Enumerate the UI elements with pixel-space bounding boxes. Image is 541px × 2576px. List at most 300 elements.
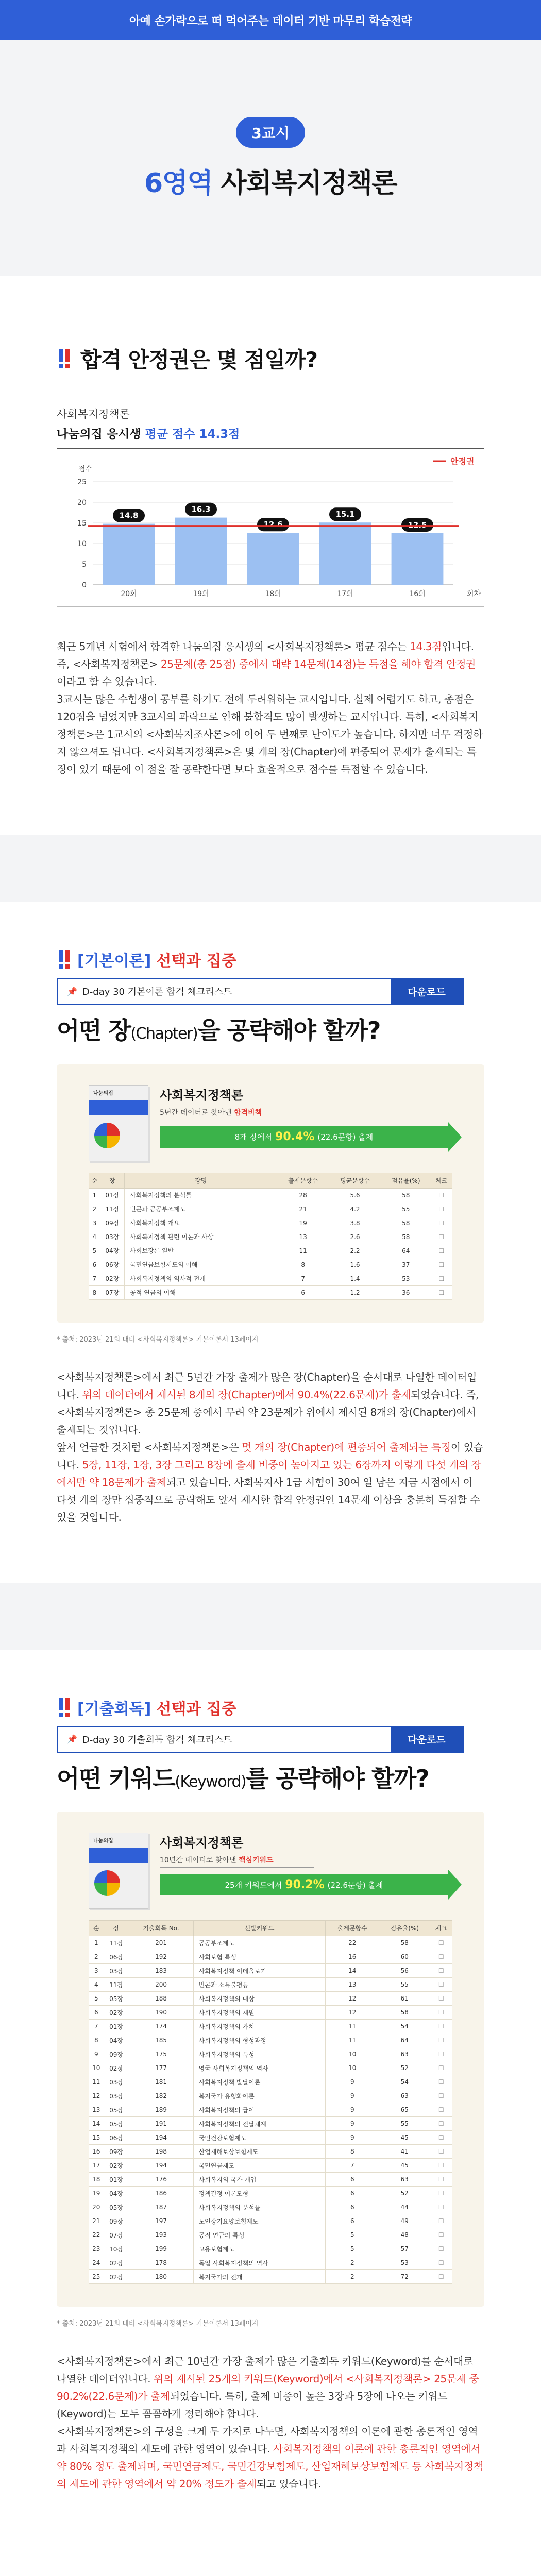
section3-paragraph <box>57 2352 484 2493</box>
table-cell: 9 <box>326 2103 379 2117</box>
arrow-highlight: 90.4% <box>275 1130 315 1143</box>
table-cell: 09장 <box>100 1216 125 1230</box>
table-cell: 9 <box>326 2089 379 2103</box>
checkbox-cell[interactable]: ☐ <box>430 2256 452 2270</box>
table-row <box>89 2117 452 2131</box>
s1-text-4: 25문제(총 25점) 중에서 대략 14문제(14점)는 득점을 해야 합격 안정권 <box>160 658 476 670</box>
checkbox-cell[interactable]: ☐ <box>430 1964 452 1978</box>
table-cell: 05장 <box>104 1992 129 2006</box>
table-row <box>89 2228 452 2242</box>
table-cell: 15 <box>89 2131 104 2145</box>
table-cell: 1 <box>89 1188 100 1202</box>
table-cell: 7 <box>326 2159 379 2173</box>
table-cell: 독일 사회복지정책의 역사 <box>193 2256 326 2270</box>
table-cell: 05장 <box>104 2103 129 2117</box>
table-row <box>89 2270 452 2284</box>
table-cell: 사회복지정책 이데올로기 <box>193 1964 326 1978</box>
checkbox-cell[interactable]: ☐ <box>431 1230 452 1244</box>
x-tick-label: 18회 <box>265 590 281 598</box>
table-cell: 21 <box>277 1202 329 1216</box>
table-cell: 19 <box>277 1216 329 1230</box>
table-cell: 194 <box>129 2159 193 2173</box>
exclamation-icon <box>57 1698 72 1717</box>
table-cell: 4.2 <box>329 1202 381 1216</box>
table-cell: 3 <box>89 1216 100 1230</box>
checkbox-cell[interactable]: ☐ <box>430 2270 452 2284</box>
table-header-cell: 출제문항수 <box>277 1173 329 1188</box>
table-row <box>89 2145 452 2159</box>
table-cell: 17 <box>89 2159 104 2173</box>
section3-question <box>57 1764 484 1794</box>
checkbox-cell[interactable]: ☐ <box>431 1202 452 1216</box>
table-cell: 사회복지정책의 재원 <box>193 2006 326 2020</box>
bar <box>247 533 299 585</box>
table-cell: 58 <box>381 1188 431 1202</box>
y-tick-label: 10 <box>77 540 87 548</box>
table-cell: 10 <box>326 2061 379 2075</box>
q-main: 어떤 키워드 <box>57 1764 175 1792</box>
checkbox-cell[interactable]: ☐ <box>431 1285 452 1299</box>
book-cover-image <box>89 1833 148 1909</box>
section2-tag-blue: [기본이론] <box>77 952 151 970</box>
x-tick-label: 19회 <box>193 590 209 598</box>
table-cell: 72 <box>379 2270 430 2284</box>
chart-bottom-rule <box>57 606 484 607</box>
table-cell: 01장 <box>104 2020 129 2033</box>
table-cell: 9 <box>89 2047 104 2061</box>
table-cell: 1 <box>89 1936 104 1950</box>
section3-tag-red: 선택과 집중 <box>156 1700 236 1718</box>
table-header-cell: 기출회독 No. <box>129 1921 193 1936</box>
table-cell: 41 <box>379 2145 430 2159</box>
card-sub-highlight: 핵심키워드 <box>238 1856 274 1865</box>
s3-text-4: <사회복지정책론>의 구성을 크게 두 가지로 나누면, 사회복지정책의 이론에 관한 총론적인 영역과 사회복지정책의 제도에 관한 영역이 있습니다. <box>57 2425 478 2455</box>
table-cell: 5 <box>326 2228 379 2242</box>
keyword-table-card <box>57 1812 484 2307</box>
section-chapters <box>0 902 541 1526</box>
table-cell: 9 <box>326 2131 379 2145</box>
chapter-table-card <box>57 1064 484 1323</box>
table-cell: 11 <box>89 2075 104 2089</box>
table-cell: 1.2 <box>329 1285 381 1299</box>
table-cell: 24 <box>89 2256 104 2270</box>
table-row <box>89 2089 452 2103</box>
table-cell: 53 <box>379 2256 430 2270</box>
table-cell: 정책결정 이론모형 <box>193 2187 326 2200</box>
section2-tag-red: 선택과 집중 <box>156 952 236 970</box>
table-cell: 178 <box>129 2256 193 2270</box>
top-banner: 아예 손가락으로 떠 먹어주는 데이터 기반 마무리 학습전략 <box>0 0 541 40</box>
table-header-cell: 체크 <box>431 1173 452 1188</box>
table-header-cell: 평균문항수 <box>329 1173 381 1188</box>
bar <box>319 522 371 585</box>
table-cell: 8 <box>326 2145 379 2159</box>
table-cell: 2 <box>89 1202 100 1216</box>
table-cell: 5 <box>326 2242 379 2256</box>
checkbox-cell[interactable]: ☐ <box>431 1244 452 1258</box>
table-cell: 7 <box>89 1272 100 1285</box>
table-cell: 61 <box>379 1992 430 2006</box>
y-tick-label: 20 <box>77 499 87 507</box>
checkbox-cell[interactable]: ☐ <box>431 1272 452 1285</box>
checkbox-cell[interactable]: ☐ <box>430 2047 452 2061</box>
table-cell: 192 <box>129 1950 193 1964</box>
table-row <box>89 2006 452 2020</box>
table-cell: 4 <box>89 1978 104 1992</box>
legend-label: 안정권 <box>450 456 475 466</box>
card-subtitle <box>160 1107 314 1120</box>
s1-text-2: 14.3점 <box>410 640 442 653</box>
table-cell: 6 <box>326 2173 379 2187</box>
table-cell: 산업재해보상보험제도 <box>193 2145 326 2159</box>
y-tick-label: 5 <box>82 561 87 569</box>
table-row <box>89 2047 452 2061</box>
checkbox-cell[interactable]: ☐ <box>430 2103 452 2117</box>
table-cell: 52 <box>379 2187 430 2200</box>
chart-title-average: 평균 점수 14.3점 <box>145 428 240 441</box>
x-tick-label: 20회 <box>121 590 137 598</box>
s3-text-2: 위의 제시된 25개의 키워드(Keyword)에서 <사회복지정책론> 25문제 중 90.2%(22.6문제)가 출제 <box>57 2372 479 2402</box>
table-row <box>89 2033 452 2047</box>
table-cell: 11장 <box>104 1936 129 1950</box>
table-cell: 04장 <box>104 2033 129 2047</box>
table-cell: 12 <box>89 2089 104 2103</box>
download-bar <box>57 1726 464 1753</box>
table-cell: 2 <box>326 2270 379 2284</box>
table-cell: 국민건강보험제도 <box>193 2131 326 2145</box>
table-cell: 55 <box>379 2117 430 2131</box>
table-cell: 노인장기요양보험제도 <box>193 2214 326 2228</box>
section2-paragraph <box>57 1368 484 1526</box>
table-cell: 07장 <box>104 2228 129 2242</box>
table-cell: 07장 <box>100 1285 125 1299</box>
s3-text-1: <사회복지정책론>에서 최근 10년간 가장 출제가 많은 기출회독 키워드(Keyword)를 순서대로 나열한 데이터입니다. <box>57 2355 473 2385</box>
table-cell: 177 <box>129 2061 193 2075</box>
table-cell: 사회복지정책의 형성과정 <box>193 2033 326 2047</box>
table-cell: 194 <box>129 2131 193 2145</box>
table-header-cell: 선발키워드 <box>193 1921 326 1936</box>
table-cell: 193 <box>129 2228 193 2242</box>
section3-tag <box>57 1696 484 1719</box>
table-cell: 고용보험제도 <box>193 2242 326 2256</box>
book-cover-logo: 나눔의집 <box>93 1090 113 1096</box>
table-cell: 58 <box>379 2006 430 2020</box>
data-label: 12.6 <box>263 520 283 530</box>
s2-text-8: 되고 있습니다. 사회복지사 1급 시험이 30여 일 남은 지금 시점에서 이 다섯 개의 장만 집중적으로 공략해도 앞서 제시한 합격 안정권인 14문제 이상을 충분히 득점할 수 있을 것입니다. <box>57 1476 480 1523</box>
checkbox-cell[interactable]: ☐ <box>430 1936 452 1950</box>
table-cell: 63 <box>379 2089 430 2103</box>
table-cell: 13 <box>326 1978 379 1992</box>
table-cell: 8 <box>89 1285 100 1299</box>
table-cell: 60 <box>379 1950 430 1964</box>
table-cell: 58 <box>379 1936 430 1950</box>
table-cell: 06장 <box>100 1258 125 1272</box>
data-label: 12.5 <box>408 520 427 530</box>
download-button[interactable]: 다운로드 <box>391 1727 463 1752</box>
coverage-arrow <box>160 1874 448 1895</box>
table-cell: 2 <box>326 2256 379 2270</box>
table-cell: 02장 <box>104 2061 129 2075</box>
data-label: 14.8 <box>119 511 139 520</box>
table-cell: 영국 사회복지정책의 역사 <box>193 2061 326 2075</box>
table-header-cell: 순 <box>89 1921 104 1936</box>
table-cell: 6 <box>326 2200 379 2214</box>
download-label <box>58 985 391 998</box>
table-cell: 49 <box>379 2214 430 2228</box>
coverage-arrow <box>160 1126 448 1148</box>
table-cell: 09장 <box>104 2214 129 2228</box>
table-header-cell: 출제문항수 <box>326 1921 379 1936</box>
checkbox-cell[interactable]: ☐ <box>430 2173 452 2187</box>
table-cell: 02장 <box>104 2256 129 2270</box>
table-cell: 05장 <box>104 2117 129 2131</box>
table-cell: 37 <box>381 1258 431 1272</box>
table-cell: 3 <box>89 1964 104 1978</box>
table-cell: 사회복지정책 발달이론 <box>193 2075 326 2089</box>
table-row <box>89 1992 452 2006</box>
chart-top-rule <box>57 448 484 449</box>
source-note: * 출처: 2023년 21회 대비 <사회복지정책론> 기본이론서 13페이지 <box>57 1335 259 1344</box>
y-axis-label: 점수 <box>78 465 93 473</box>
exclamation-icon <box>57 950 72 969</box>
table-cell: 14 <box>89 2117 104 2131</box>
table-cell: 58 <box>381 1230 431 1244</box>
table-row <box>89 1950 452 1964</box>
table-row <box>89 2200 452 2214</box>
table-cell: 197 <box>129 2214 193 2228</box>
table-cell: 6 <box>326 2187 379 2200</box>
table-cell: 03장 <box>104 2089 129 2103</box>
table-cell: 63 <box>379 2173 430 2187</box>
s2-text-2: 위의 데이터에서 제시된 8개의 장(Chapter)에서 90.4%(22.6문제)가 출제 <box>82 1388 411 1401</box>
checkbox-cell[interactable]: ☐ <box>430 2075 452 2089</box>
pin-icon: 📌 <box>67 1734 77 1744</box>
table-header-cell: 점유율(%) <box>379 1921 430 1936</box>
table-cell: 176 <box>129 2173 193 2187</box>
hero-section <box>0 40 541 276</box>
table-cell: 191 <box>129 2117 193 2131</box>
s1-text-5: 이라고 할 수 있습니다. <box>57 675 157 688</box>
checkbox-cell[interactable]: ☐ <box>430 2214 452 2228</box>
checkbox-cell[interactable]: ☐ <box>430 2145 452 2159</box>
x-axis-label: 회차 <box>467 590 481 598</box>
table-cell: 186 <box>129 2187 193 2200</box>
y-tick-label: 0 <box>82 581 87 589</box>
table-cell: 6 <box>277 1285 329 1299</box>
checkbox-cell[interactable]: ☐ <box>430 2187 452 2200</box>
s1-text-1: 최근 5개년 시험에서 합격한 나눔의집 응시생의 <사회복지정책론> 평균 점수는 <box>57 640 410 653</box>
checkbox-cell[interactable]: ☐ <box>430 2242 452 2256</box>
table-cell: 10장 <box>104 2242 129 2256</box>
checkbox-cell[interactable]: ☐ <box>430 2200 452 2214</box>
table-cell: 02장 <box>100 1272 125 1285</box>
table-cell: 7 <box>277 1272 329 1285</box>
x-tick-label: 17회 <box>337 590 353 598</box>
table-cell: 6 <box>326 2214 379 2228</box>
arrow-end: (22.6문항) 출제 <box>317 1132 374 1142</box>
table-cell: 200 <box>129 1978 193 1992</box>
card-header <box>89 1833 452 1909</box>
card-info <box>160 1085 452 1148</box>
table-cell: 5 <box>89 1244 100 1258</box>
page-title <box>144 161 397 200</box>
s3-text-3: 되었습니다. 특히, 출제 비중이 높은 3장과 5장에 나오는 키워드(Keyword)는 모두 꼼꼼하게 정리해야 합니다. <box>57 2390 448 2420</box>
section2-tag <box>57 948 484 971</box>
table-cell: 06장 <box>104 2131 129 2145</box>
table-cell: 사회복지정책의 급여 <box>193 2103 326 2117</box>
q-small: (Chapter) <box>130 1025 198 1043</box>
table-cell: 01장 <box>100 1188 125 1202</box>
table-cell: 12 <box>326 1992 379 2006</box>
s2-text-3: 되었습니다. 즉, <사회복지정책론> 총 25문제 중에서 무려 약 23문제가 위에서 제시된 8개의 장(Chapter)에서 출제되는 것입니다. <box>57 1388 479 1436</box>
table-cell: 198 <box>129 2145 193 2159</box>
table-row <box>89 2131 452 2145</box>
table-cell: 02장 <box>104 2270 129 2284</box>
checkbox-cell[interactable]: ☐ <box>430 2020 452 2033</box>
table-cell: 4 <box>89 1230 100 1244</box>
arrow-plain: 25개 키워드에서 <box>225 1880 282 1890</box>
table-cell: 175 <box>129 2047 193 2061</box>
table-cell: 5 <box>89 1992 104 2006</box>
table-cell: 28 <box>277 1188 329 1202</box>
table-cell: 199 <box>129 2242 193 2256</box>
download-label <box>58 1733 391 1746</box>
table-cell: 03장 <box>104 1964 129 1978</box>
table-cell: 185 <box>129 2033 193 2047</box>
table-cell: 188 <box>129 1992 193 2006</box>
table-cell: 04장 <box>100 1244 125 1258</box>
table-cell: 03장 <box>100 1230 125 1244</box>
table-cell: 9 <box>326 2075 379 2089</box>
table-cell: 국민연금제도 <box>193 2159 326 2173</box>
checkbox-cell[interactable]: ☐ <box>431 1188 452 1202</box>
checkbox-cell[interactable]: ☐ <box>430 2089 452 2103</box>
table-cell: 1.4 <box>329 1272 381 1285</box>
table-cell: 05장 <box>104 2200 129 2214</box>
checkbox-cell[interactable]: ☐ <box>430 2061 452 2075</box>
q-main: 어떤 장 <box>57 1016 131 1044</box>
table-cell: 22 <box>326 1936 379 1950</box>
table-row <box>89 1188 452 1202</box>
checkbox-cell[interactable]: ☐ <box>430 1992 452 2006</box>
table-row <box>89 2187 452 2200</box>
table-header-cell: 장 <box>104 1921 129 1936</box>
table-cell: 04장 <box>104 2187 129 2200</box>
table-cell: 44 <box>379 2200 430 2214</box>
y-tick-label: 25 <box>77 478 87 486</box>
table-cell: 11 <box>326 2033 379 2047</box>
table-cell: 16 <box>89 2145 104 2159</box>
page-title-rest: 사회복지정책론 <box>212 167 397 199</box>
table-cell: 53 <box>381 1272 431 1285</box>
table-row <box>89 1936 452 1950</box>
table-cell: 8 <box>89 2033 104 2047</box>
table-cell: 181 <box>129 2075 193 2089</box>
table-cell: 182 <box>129 2089 193 2103</box>
table-row <box>89 1244 452 1258</box>
table-cell: 14 <box>326 1964 379 1978</box>
table-row <box>89 1964 452 1978</box>
table-cell: 201 <box>129 1936 193 1950</box>
checkbox-cell[interactable]: ☐ <box>430 1978 452 1992</box>
section2-question <box>57 1016 484 1046</box>
checkbox-cell[interactable]: ☐ <box>431 1216 452 1230</box>
keyword-table <box>89 1920 452 2284</box>
table-cell: 174 <box>129 2020 193 2033</box>
checkbox-cell[interactable]: ☐ <box>430 2228 452 2242</box>
chart-title-plain: 나눔의집 응시생 <box>57 428 145 441</box>
checkbox-cell[interactable]: ☐ <box>430 2117 452 2131</box>
download-label-text: D-day 30 기본이론 합격 체크리스트 <box>82 987 232 997</box>
checkbox-cell[interactable]: ☐ <box>430 2159 452 2173</box>
arrow-plain: 8개 장에서 <box>234 1132 273 1142</box>
download-button[interactable]: 다운로드 <box>391 979 463 1004</box>
checkbox-cell[interactable]: ☐ <box>431 1258 452 1272</box>
arrow-end: (22.6문항) 출제 <box>327 1880 383 1890</box>
data-label: 16.3 <box>191 504 211 514</box>
source-note: * 출처: 2023년 21회 대비 <사회복지정책론> 기본이론서 13페이지 <box>57 2320 259 2328</box>
table-cell: 공적 연금의 특성 <box>193 2228 326 2242</box>
table-cell: 190 <box>129 2006 193 2020</box>
table-cell: 57 <box>379 2242 430 2256</box>
table-cell: 48 <box>379 2228 430 2242</box>
table-cell: 6 <box>89 1258 100 1272</box>
exclamation-icon <box>57 349 72 368</box>
q-end: 를 공략해야 할까? <box>246 1764 429 1792</box>
table-header-cell: 장명 <box>125 1173 277 1188</box>
table-cell: 01장 <box>104 2173 129 2187</box>
chapter-table <box>89 1173 452 1300</box>
card-header <box>89 1085 452 1161</box>
table-cell: 공적 연금의 이해 <box>125 1285 277 1299</box>
table-cell: 사회복지정책의 가치 <box>193 2020 326 2033</box>
checkbox-cell[interactable]: ☐ <box>430 2006 452 2020</box>
table-cell: 23 <box>89 2242 104 2256</box>
table-cell: 사회복지정책의 전달체계 <box>193 2117 326 2131</box>
table-row <box>89 2214 452 2228</box>
table-row <box>89 1285 452 1299</box>
table-cell: 02장 <box>104 2159 129 2173</box>
card-title: 사회복지정책론 <box>160 1836 244 1850</box>
bar <box>392 533 444 585</box>
download-label-text: D-day 30 기출회독 합격 체크리스트 <box>82 1734 232 1745</box>
table-cell: 45 <box>379 2159 430 2173</box>
table-cell: 사회복지정책의 특성 <box>193 2047 326 2061</box>
q-end: 을 공략해야 할까? <box>197 1016 380 1044</box>
table-cell: 사회보험 특성 <box>193 1950 326 1964</box>
table-cell: 2.6 <box>329 1230 381 1244</box>
checkbox-cell[interactable]: ☐ <box>430 2033 452 2047</box>
table-cell: 52 <box>379 2061 430 2075</box>
checkbox-cell[interactable]: ☐ <box>430 1950 452 1964</box>
table-header-cell: 체크 <box>430 1921 452 1936</box>
table-row <box>89 1272 452 1285</box>
table-header-cell: 점유율(%) <box>381 1173 431 1188</box>
table-cell: 사회보장론 일반 <box>125 1244 277 1258</box>
table-header-cell: 순 <box>89 1173 100 1188</box>
table-cell: 20 <box>89 2200 104 2214</box>
table-cell: 12 <box>326 2006 379 2020</box>
table-cell: 11 <box>277 1244 329 1258</box>
table-cell: 06장 <box>104 1950 129 1964</box>
score-bar-chart <box>57 451 484 605</box>
table-cell: 10 <box>89 2061 104 2075</box>
checkbox-cell[interactable]: ☐ <box>430 2131 452 2145</box>
table-row <box>89 2159 452 2173</box>
table-cell: 03장 <box>104 2075 129 2089</box>
arrow-highlight: 90.2% <box>285 1878 325 1891</box>
table-cell: 19 <box>89 2187 104 2200</box>
